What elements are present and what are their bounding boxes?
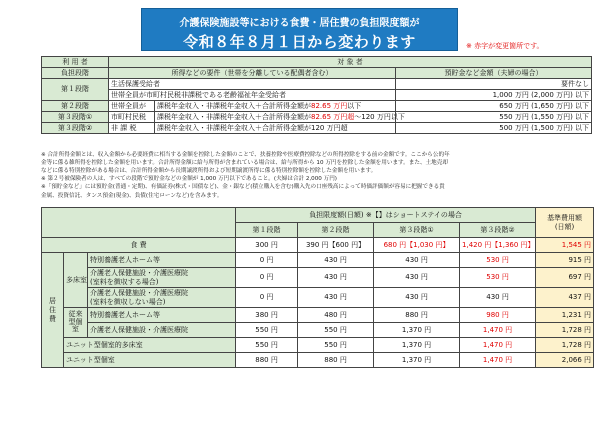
- row-label: 介護老人保健施設・介護医療院 (室料を徴収する場合): [88, 268, 236, 288]
- cell: 0 円: [236, 288, 298, 308]
- cell: 550 円: [236, 323, 298, 338]
- head-target: 対 象 者: [109, 57, 592, 68]
- head-base: 基準費用額 (日額): [536, 208, 594, 238]
- req-row-1: 生活保護受給者: [109, 79, 396, 90]
- head-asset: 預貯金など金額（夫婦の場合）: [396, 68, 592, 79]
- cell: 1,470 円: [460, 323, 536, 338]
- note-line: などに係る特別控除がある場合は、合計所得金額から長期譲渡所得および短期譲渡所得に係る特別控除額を控除した金額を用います。: [41, 168, 377, 175]
- cell: 430 円: [460, 288, 536, 308]
- asset-row-1: 要件なし: [396, 79, 592, 90]
- cell: 2,066 円: [536, 353, 594, 368]
- cell: 0 円: [236, 253, 298, 268]
- row-label: 特別養護老人ホーム等: [88, 308, 236, 323]
- cell: 550 円: [298, 338, 374, 353]
- title-line-2: 令和８年８月１日から変わります: [183, 33, 416, 51]
- cell: 480 円: [298, 308, 374, 323]
- food-v2: 390 円【600 円】: [298, 238, 374, 253]
- stage-3-2: 第３段階②: [42, 123, 109, 134]
- asset-row-4: 550 万円 (1,550 万円) 以下: [396, 112, 592, 123]
- cost-limit-table: [41, 207, 594, 368]
- food-label: 食 費: [42, 238, 236, 253]
- cell: 980 円: [460, 308, 536, 323]
- cell: 1,728 円: [536, 323, 594, 338]
- req-row-4: 課税年金収入・非課税年金収入＋合計所得金額が82.65 万円超～120 万円以下: [155, 112, 396, 123]
- food-v4: 1,420 円【1,360 円】: [460, 238, 536, 253]
- left-row-5: 非 課 税: [109, 123, 155, 134]
- title-banner: [141, 8, 458, 51]
- req-row-3: 課税年金収入・非課税年金収入＋合計所得金額が82.65 万円以下: [155, 101, 396, 112]
- cell: 1,470 円: [460, 338, 536, 353]
- asset-row-3: 650 万円 (1,650 万円) 以下: [396, 101, 592, 112]
- col-stage-2: 第２段階: [298, 223, 374, 238]
- eligibility-table: [41, 56, 592, 134]
- cell: 1,370 円: [374, 353, 460, 368]
- cell: 0 円: [236, 268, 298, 288]
- note-line: 金属、投資信託、タンス預金(現金)、負債(住宅ローンなど)を含みます。: [41, 192, 223, 199]
- residence-label: 居住費: [42, 253, 64, 368]
- title-line-1: 介護保険施設等における食費・居住費の負担限度額が: [179, 18, 420, 29]
- cell: 550 円: [236, 338, 298, 353]
- cell: 1,231 円: [536, 308, 594, 323]
- cell: 550 円: [298, 323, 374, 338]
- cell: 915 円: [536, 253, 594, 268]
- col-stage-1: 第１段階: [236, 223, 298, 238]
- jurai-label: 従来型個室: [64, 308, 88, 338]
- row-label: 介護老人保健施設・介護医療院: [88, 323, 236, 338]
- cell: 697 円: [536, 268, 594, 288]
- row-label: ユニット型個室的多床室: [64, 338, 236, 353]
- food-base: 1,545 円: [536, 238, 594, 253]
- tashoshitsu-label: 多床室: [64, 253, 88, 308]
- asset-row-5: 500 万円 (1,500 万円) 以下: [396, 123, 592, 134]
- left-row-4: 市町村民税: [109, 112, 155, 123]
- cell: 1,370 円: [374, 338, 460, 353]
- cell: 437 円: [536, 288, 594, 308]
- row-label: 特別養護老人ホーム等: [88, 253, 236, 268]
- cell: 1,370 円: [374, 323, 460, 338]
- food-v1: 300 円: [236, 238, 298, 253]
- req-row-5: 課税年金収入・非課税年金収入＋合計所得金額が120 万円超: [155, 123, 396, 134]
- cell: 880 円: [298, 353, 374, 368]
- cell: 430 円: [374, 268, 460, 288]
- left-row-3: 世帯全員が: [109, 101, 155, 112]
- cell: 430 円: [298, 268, 374, 288]
- red-text-note: ※ 赤字が変更箇所です。: [466, 42, 544, 50]
- req-row-2: 世帯全員が市町村民税非課税である老齢福祉年金受給者: [109, 90, 396, 101]
- cell: 530 円: [460, 253, 536, 268]
- col-stage-3-2: 第３段階②: [460, 223, 536, 238]
- note-line: ※ 合計所得金額とは、収入金額から必要経費に相当する金額を控除した金額のことで、扶養控除や医療費控除などの所得控除をする前の金額です。ここから公的年: [41, 152, 450, 158]
- row-label: ユニット型個室: [64, 353, 236, 368]
- head-user: 利 用 者: [42, 57, 109, 68]
- cell: 430 円: [374, 253, 460, 268]
- cell: 430 円: [298, 253, 374, 268]
- col-stage-3-1: 第３段階①: [374, 223, 460, 238]
- asset-row-2: 1,000 万円 (2,000 万円) 以下: [396, 90, 592, 101]
- stage-1: 第１段階: [42, 79, 109, 101]
- cell: 380 円: [236, 308, 298, 323]
- cell: 1,470 円: [460, 353, 536, 368]
- head-stage: 負担段階: [42, 68, 109, 79]
- row-label: 介護老人保健施設・介護医療院 (室料を徴収しない場合): [88, 288, 236, 308]
- cell: 430 円: [298, 288, 374, 308]
- food-v3: 680 円【1,030 円】: [374, 238, 460, 253]
- cell: 1,728 円: [536, 338, 594, 353]
- note-line: ※ 第２号被保険者の人は、すべての段階で預貯金などの金額が 1,000 万円以下であること。(夫婦は合計 2,000 万円): [41, 176, 337, 183]
- cell: 880 円: [374, 308, 460, 323]
- stage-3-1: 第３段階①: [42, 112, 109, 123]
- note-line: 金等に係る雑所得を控除した金額を用います。合計所得金額に給与所得が含まれている場合は、給与所得から 10 万円を控除した金額を用います。また、土地売却: [41, 160, 448, 167]
- cell: 430 円: [374, 288, 460, 308]
- cell: 530 円: [460, 268, 536, 288]
- note-line: ※「預貯金など」には預貯金(普通・定期)、有価証券(株式・国債など)、金・銀など(積立購入を含む)購入先の口座残高によって時価評価額が容易に把握できる貴: [41, 184, 445, 191]
- stage-2: 第２段階: [42, 101, 109, 112]
- cell: 880 円: [236, 353, 298, 368]
- head-req: 所得などの要件（世帯を分離している配偶者含む）: [109, 68, 396, 79]
- footnotes: [41, 151, 593, 200]
- head-limit: 負担限度額(日額) ※【】はショートステイの場合: [236, 208, 536, 223]
- corner-cell: [42, 208, 236, 238]
